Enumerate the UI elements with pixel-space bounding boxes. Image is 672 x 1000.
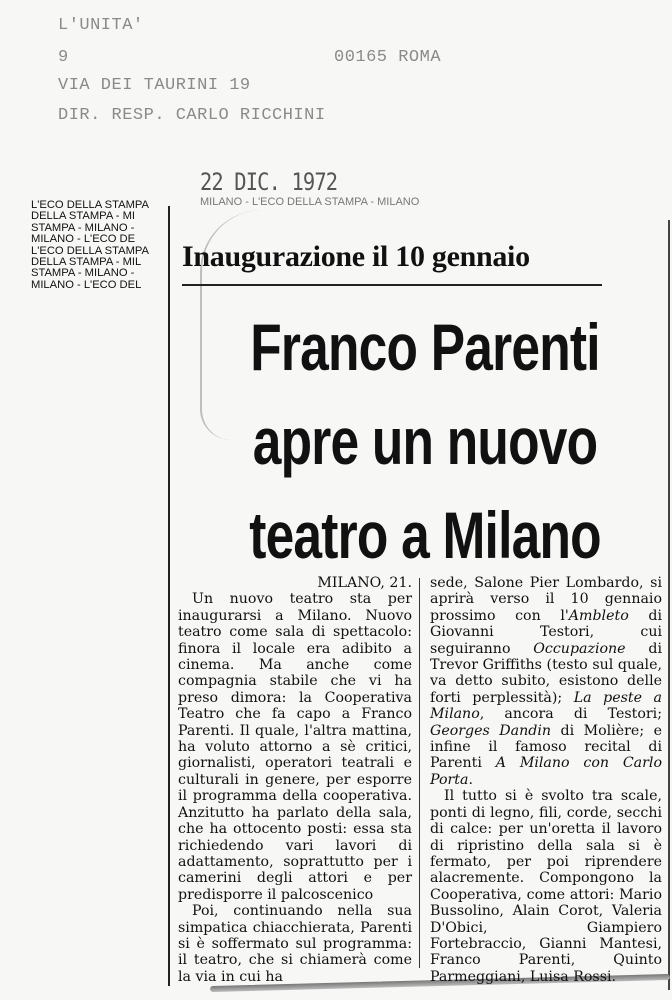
headline-line: apre un nuovo [252, 404, 598, 478]
text-run: , ancora di Testori; [479, 706, 662, 723]
article-headline [246, 300, 605, 582]
date-stamp: 22 DIC. 1972 [200, 168, 338, 196]
clipping-service-line: MILANO - L'ECO DE [31, 234, 136, 246]
clipping-service-line: MILANO - L'ECO DEL [31, 279, 142, 291]
column-divider [419, 578, 420, 968]
newspaper-name: L'UNITA' [58, 16, 144, 35]
clipping-service-line: STAMPA - MILANO - [31, 222, 135, 234]
newspaper-director: DIR. RESP. CARLO RICCHINI [58, 106, 326, 125]
clipping-service-line: L'ECO DELLA STAMPA [31, 200, 149, 211]
article-kicker: Inaugurazione il 10 gennaio [182, 240, 530, 273]
clipping-service-line: DELLA STAMPA - MIL [31, 257, 142, 269]
clipping-service-line: STAMPA - MILANO - [31, 268, 135, 280]
article-column-right [430, 575, 662, 985]
clipping-service-label [31, 200, 166, 300]
work-title: Occupazione [533, 640, 626, 657]
clipping-service-line: L'ECO DELLA STAMPA [31, 245, 149, 257]
paragraph [430, 575, 662, 788]
page-number: 9 [58, 48, 69, 67]
work-title: Ambleto [568, 607, 629, 624]
work-title: A Milano con Carlo Porta [430, 755, 662, 788]
text-run: di Molière; e infine il famoso recital di Parenti [430, 722, 662, 772]
clipping-edge-right [668, 220, 670, 990]
article-column-left [178, 575, 412, 985]
kicker-divider [182, 284, 602, 286]
text-run: . [468, 771, 473, 788]
work-title: La peste a Milano [430, 689, 662, 723]
paragraph: Poi, continuando nella sua simpatica chiacchierata, Parenti si è soffermato sul programma: il teatro, che si chiamerà come la via in cui ha [178, 903, 412, 985]
paragraph: Il tutto si è svolto tra scale, ponti di legno, fili, corde, secchi di calce: per un'oretta il lavoro di ripristino della sala si è fermato, per poi riprendere alacremente. Compongono la Cooperativa, come attori: Mario Bussolino, Alain Corot, Valeria D'Obici, Giampiero Fortebraccio, Gianni Mantesi, Franco Parenti, Quinto Parmeggiani, Luisa Rossi. [430, 788, 662, 985]
clipping-service-line: DELLA STAMPA - MI [31, 211, 136, 223]
text-run: di Giovanni Testori, cui seguiranno [430, 607, 662, 657]
work-title: Georges Dandin [430, 722, 552, 739]
headline-line: teatro a Milano [249, 498, 601, 572]
clipping-service-ghost-text: MILANO - L'ECO DELLA STAMPA - MILANO [200, 196, 420, 206]
clipping-edge-left [168, 206, 170, 986]
text-run: di Trevor Griffiths (testo sul quale, va detto subito, esistono delle forti perplessità); [430, 640, 662, 706]
headline-line: Franco Parenti [250, 310, 600, 384]
text-run: sede, Salone Pier Lombardo, si aprirà verso il 10 gennaio prossimo con l' [430, 575, 662, 624]
paragraph: Un nuovo teatro sta per inaugurarsi a Milano. Nuovo teatro come sala di spettacolo: finora il locale era adibito a cinema. Ma anche come compagnia stabile che vi ha preso dimora: la Cooperativa Teatro che fa capo a Franco Parenti. Il quale, l'altra mattina, ha voluto attorno a sè critici, giornalisti, operatori teatrali e culturali in genere, per esporre il programma della cooperativa. Anzitutto ha parlato della sala, che ha ottocento posti: essa sta richiedendo vari lavori di adattamento, soprattutto per i camerini degli attori e per predisporre il palcoscenico [178, 591, 412, 903]
newspaper-address: VIA DEI TAURINI 19 [58, 76, 251, 95]
postcode-city: 00165 ROMA [334, 48, 442, 67]
dateline: MILANO, 21. [317, 575, 412, 591]
